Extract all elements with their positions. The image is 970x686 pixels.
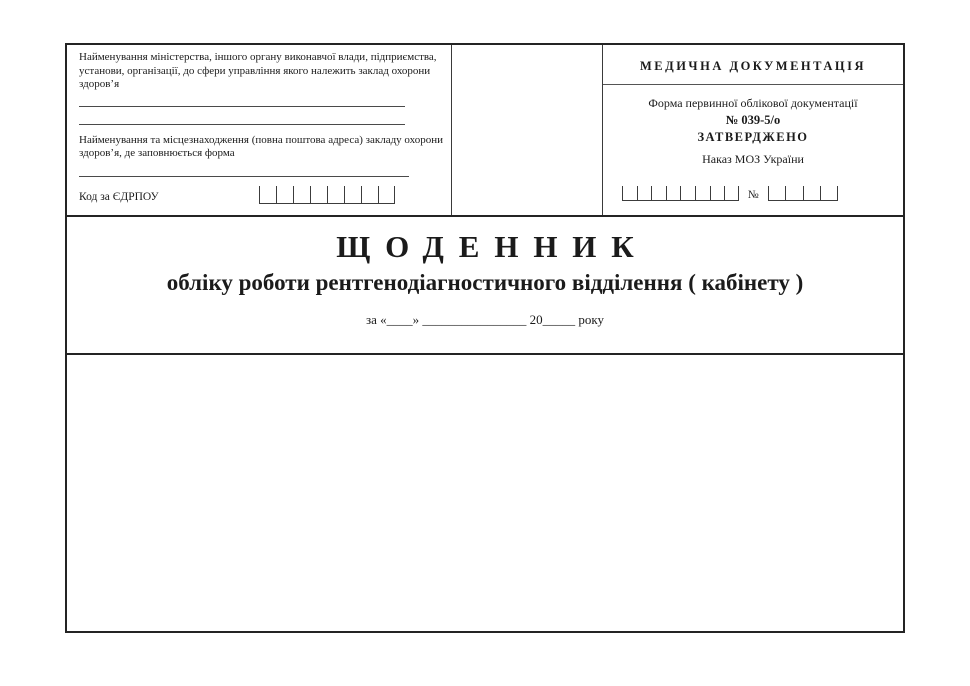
order-date-comb-box (622, 186, 739, 201)
period-fill-in-line: за «____» ________________ 20_____ року (365, 312, 605, 327)
comb-cell (378, 186, 395, 203)
edrpou-label: Код за ЄДРПОУ (79, 190, 159, 203)
document-title: ЩОДЕННИК (336, 229, 649, 264)
comb-cell (768, 186, 786, 200)
form-number: № 039-5/о (725, 113, 781, 127)
header-row (67, 45, 903, 217)
comb-cell (344, 186, 361, 203)
moz-order-label: Наказ МОЗ України (702, 152, 804, 166)
header-right-cell (603, 45, 903, 215)
edrpou-row (79, 186, 445, 204)
comb-cell (622, 186, 637, 200)
ministry-write-line-1 (79, 106, 405, 107)
medical-documentation-heading: МЕДИЧНА ДОКУМЕНТАЦІЯ (603, 45, 903, 85)
comb-cell (310, 186, 327, 203)
comb-cell (785, 186, 803, 200)
edrpou-comb-box (259, 186, 395, 204)
comb-cell (637, 186, 652, 200)
comb-cell (327, 186, 344, 203)
comb-cell (695, 186, 710, 200)
ministry-write-line-2 (79, 124, 405, 125)
order-date-number-row (603, 186, 903, 215)
comb-cell (820, 186, 838, 200)
comb-cell (666, 186, 681, 200)
facility-write-line (79, 176, 409, 177)
facility-label: Найменування та місцезнаходження (повна поштова адреса) закладу охорони здоров’я, де заповнюється форма (79, 133, 444, 159)
form-type-label: Форма первинної облікової документації (648, 96, 858, 110)
form-info-block (603, 85, 903, 168)
comb-cell (710, 186, 725, 200)
comb-cell (276, 186, 293, 203)
order-number-comb-box (768, 186, 838, 201)
comb-cell (361, 186, 378, 203)
header-left-cell (67, 45, 452, 215)
empty-body-section (67, 355, 903, 631)
comb-cell (803, 186, 821, 200)
comb-cell (293, 186, 310, 203)
form-outline (65, 43, 905, 633)
header-middle-cell (452, 45, 603, 215)
approved-label: ЗАТВЕРДЖЕНО (697, 130, 809, 144)
number-sign: № (747, 189, 759, 201)
comb-cell (259, 186, 276, 203)
comb-cell (680, 186, 695, 200)
ministry-label: Найменування міністерства, іншого органу виконавчої влади, підприємства, установи, організації, до сфери управління якого належить заклад охорони здоров’я (79, 51, 437, 90)
comb-cell (724, 186, 739, 200)
title-section (67, 217, 903, 355)
comb-cell (651, 186, 666, 200)
document-subtitle: обліку роботи рентгенодіагностичного відділення ( кабінету ) (166, 270, 804, 295)
